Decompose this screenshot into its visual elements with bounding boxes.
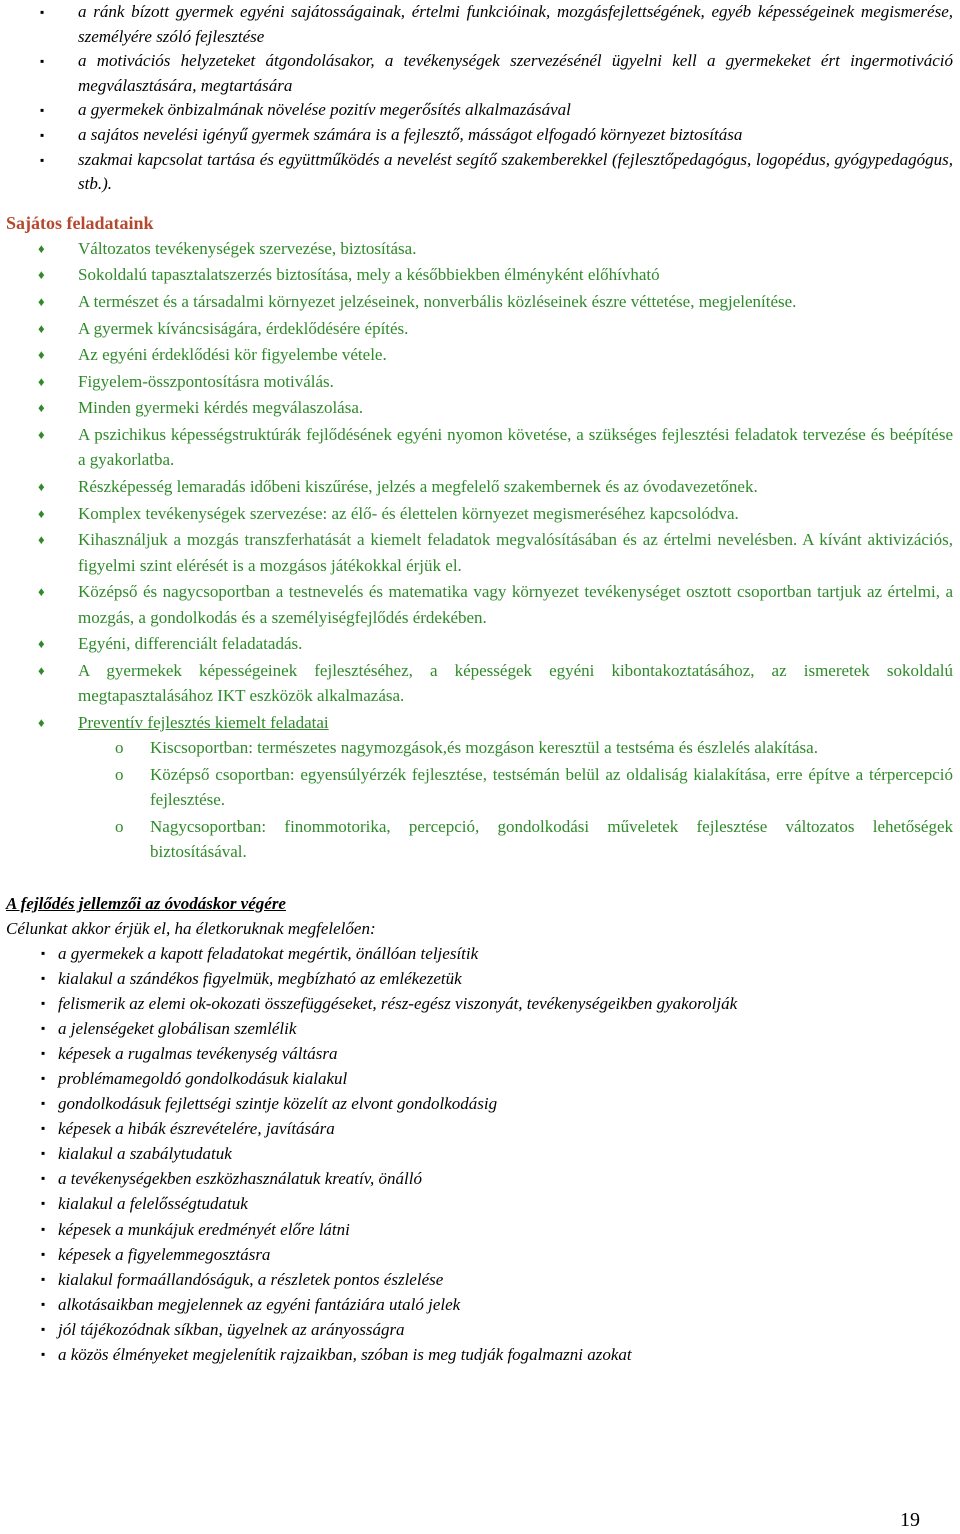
goal-list-item	[40, 49, 953, 98]
task-item-text: A gyermek kíváncsiságára, érdeklődésére építés.	[78, 318, 409, 338]
square-bullet-icon: ▪	[41, 1070, 46, 1085]
square-bullet-icon: ▪	[41, 1146, 46, 1161]
diamond-bullet-icon: ♦	[38, 662, 45, 678]
outcome-item-text: képesek a rugalmas tevékenység váltásra	[58, 1043, 338, 1063]
goal-item-text: szakmai kapcsolat tartása és együttműködés a nevelést segítő szakemberekkel (fejlesztőpedagógus, logopédus, gyógypedagógus, stb.).	[78, 149, 953, 194]
outcome-list-item	[41, 1166, 953, 1191]
task-list-item	[38, 474, 953, 499]
task-list	[0, 236, 960, 865]
task-sub-item	[115, 762, 953, 813]
square-bullet-icon: ▪	[41, 1221, 46, 1236]
square-bullet-icon: ▪	[41, 1096, 46, 1111]
task-item-text: Figyelem-összpontosításra motiválás.	[78, 371, 334, 391]
diamond-bullet-icon: ♦	[38, 347, 45, 363]
task-item-text: Preventív fejlesztés kiemelt feladatai	[78, 712, 329, 732]
outcome-item-text: kialakul formaállandóságuk, a részletek pontos észlelése	[58, 1269, 444, 1289]
outcome-list-item	[41, 966, 953, 991]
square-bullet-icon: ▪	[41, 970, 46, 985]
diamond-bullet-icon: ♦	[38, 293, 45, 309]
task-list-item	[38, 422, 953, 473]
task-sub-item-text: Középső csoportban: egyensúlyérzék fejlesztése, testsémán belül az oldaliság kialakítása, erre építve a térpercepció fejlesztése.	[150, 764, 953, 810]
task-item-text: A gyermekek képességeinek fejlesztéséhez, a képességek egyéni kibontakoztatásához, az ismeretek sokoldalú megtapasztalásához IKT eszközök alkalmazása.	[78, 660, 953, 706]
outcome-item-text: képesek a hibák észrevételére, javítására	[58, 1119, 335, 1139]
task-sub-list	[78, 735, 953, 864]
outcome-item-text: felismerik az elemi ok-okozati összefüggéseket, rész-egész viszonyát, tevékenységeikben gyakorolják	[58, 993, 738, 1013]
task-list-item	[38, 631, 953, 656]
square-bullet-icon: ▪	[41, 1347, 46, 1361]
outcome-item-text: a gyermekek a kapott feladatokat megértik, önállóan teljesítik	[58, 943, 479, 963]
square-bullet-icon: ▪	[40, 54, 45, 69]
outcome-list-item	[41, 991, 953, 1016]
task-list-item	[38, 395, 953, 420]
diamond-bullet-icon: ♦	[38, 505, 45, 521]
outcome-list-item	[41, 1342, 953, 1367]
development-title: A fejlődés jellemzői az óvodáskor végére	[6, 893, 286, 913]
square-bullet-icon: ▪	[40, 152, 45, 167]
square-bullet-icon: ▪	[41, 945, 46, 960]
outcome-list-item	[41, 1242, 953, 1267]
diamond-bullet-icon: ♦	[38, 320, 45, 336]
task-sub-item-text: Nagycsoportban: finommotorika, percepció, gondolkodási műveletek fejlesztése változatos lehetőségek biztosításával.	[150, 816, 953, 862]
goal-list-item	[40, 123, 953, 148]
square-bullet-icon: ▪	[40, 5, 45, 19]
square-bullet-icon: ▪	[41, 995, 46, 1010]
square-bullet-icon: ▪	[41, 1121, 46, 1136]
diamond-bullet-icon: ♦	[38, 426, 45, 442]
diamond-bullet-icon: ♦	[38, 636, 45, 652]
outcome-list-item	[41, 1292, 953, 1317]
task-list-item	[38, 369, 953, 394]
outcome-item-text: a jelenségeket globálisan szemlélik	[58, 1018, 297, 1038]
task-item-text: Kihasználjuk a mozgás transzferhatását a kiemelt feladatok megvalósításában és az értelmi nevelésben. A kívánt aktivizációs, figyelmi szint elérését is a mozgásos játékokkal érjük el.	[78, 530, 953, 575]
outcome-item-text: a közös élményeket megjelenítik rajzaikban, szóban is meg tudják fogalmazni azokat	[58, 1345, 632, 1364]
square-bullet-icon: ▪	[40, 127, 45, 142]
outcome-list-item	[41, 1267, 953, 1292]
outcome-list-item	[41, 1091, 953, 1116]
task-list-item	[38, 658, 953, 709]
task-list-item	[38, 342, 953, 367]
outcome-list	[0, 941, 960, 1368]
square-bullet-icon: ▪	[41, 1321, 46, 1336]
diamond-bullet-icon: ♦	[38, 532, 45, 548]
task-sub-item-text: Kiscsoportban: természetes nagymozgások,és mozgáson keresztül a testséma és észlelés alakítása.	[150, 738, 818, 758]
task-item-text: Egyéni, differenciált feladatadás.	[78, 634, 303, 654]
task-item-text: A pszichikus képességstruktúrák fejlődésének egyéni nyomon követése, a szükséges fejlesztési feladatok tervezése és beépítése a gyakorlatba.	[78, 424, 953, 470]
square-bullet-icon: ▪	[40, 103, 45, 118]
outcome-item-text: képesek a figyelemmegosztásra	[58, 1244, 271, 1264]
goal-item-text: a ránk bízott gyermek egyéni sajátosságainak, értelmi funkcióinak, mozgásfejlettségének, egyéb képességeinek megismerése, személyére szóló fejlesztése	[78, 2, 953, 46]
square-bullet-icon: ▪	[41, 1271, 46, 1286]
square-bullet-icon: ▪	[41, 1246, 46, 1261]
diamond-bullet-icon: ♦	[38, 373, 45, 389]
task-list-item	[38, 501, 953, 526]
task-list-item	[38, 710, 953, 865]
diamond-bullet-icon: ♦	[38, 478, 45, 494]
task-item-text: Minden gyermeki kérdés megválaszolása.	[78, 398, 364, 418]
diamond-bullet-icon: ♦	[38, 267, 45, 283]
task-list-item	[38, 289, 953, 314]
outcome-item-text: a tevékenységekben eszközhasználatuk kreatív, önálló	[58, 1169, 422, 1189]
outcome-item-text: kialakul a szabálytudatuk	[58, 1144, 232, 1164]
task-item-text: Részképesség lemaradás időbeni kiszűrése, jelzés a megfelelő szakembernek és az óvodavezetőnek.	[78, 476, 758, 496]
outcome-list-item	[41, 1317, 953, 1342]
outcome-list-item	[41, 1141, 953, 1166]
diamond-bullet-icon: ♦	[38, 584, 45, 600]
outcome-item-text: képesek a munkájuk eredményét előre látni	[58, 1219, 350, 1239]
outcome-list-item	[41, 1016, 953, 1041]
task-list-item	[38, 527, 953, 578]
outcome-item-text: problémamegoldó gondolkodásuk kialakul	[58, 1068, 348, 1088]
diamond-bullet-icon: ♦	[38, 240, 45, 256]
outcome-item-text: jól tájékozódnak síkban, ügyelnek az arányosságra	[58, 1319, 405, 1339]
outcome-list-item	[41, 1041, 953, 1066]
outcome-item-text: kialakul a szándékos figyelmük, megbízható az emlékezetük	[58, 968, 462, 988]
task-item-text: Komplex tevékenységek szervezése: az élő- és élettelen környezet megismeréséhez kapcsolódva.	[78, 503, 739, 523]
diamond-bullet-icon: ♦	[38, 714, 45, 730]
task-list-item	[38, 236, 953, 261]
diamond-bullet-icon: ♦	[38, 400, 45, 416]
goal-list	[0, 0, 960, 197]
outcome-list-item	[41, 1217, 953, 1242]
outcome-list-item	[41, 1191, 953, 1216]
task-item-text: Középső és nagycsoportban a testnevelés és matematika vagy környezet tevékenységet osztott csoportban tartjuk az értelmi, a mozgás, a gondolkodás és a személyiségfejlődés érdekében.	[78, 582, 953, 627]
task-list-item	[38, 579, 953, 630]
task-item-text: Sokoldalú tapasztalatszerzés biztosítása, mely a későbbiekben élményként előhívható	[78, 265, 660, 285]
goal-item-text: a sajátos nevelési igényű gyermek számára is a fejlesztő, másságot elfogadó környezet biztosítása	[78, 124, 743, 144]
task-sub-item	[115, 814, 953, 865]
outcome-list-item	[41, 1066, 953, 1091]
section-heading: Sajátos feladataink	[6, 212, 154, 233]
task-list-item	[38, 316, 953, 341]
goal-item-text: a gyermekek önbizalmának növelése pozitív megerősítés alkalmazásával	[78, 100, 571, 120]
square-bullet-icon: ▪	[41, 1196, 46, 1211]
outcome-item-text: kialakul a felelősségtudatuk	[58, 1194, 248, 1214]
square-bullet-icon: ▪	[41, 1171, 46, 1186]
task-list-item	[38, 262, 953, 287]
page-number: 19	[900, 1509, 920, 1531]
outcome-item-text: gondolkodásuk fejlettségi szintje közelít az elvont gondolkodásig	[58, 1094, 498, 1114]
circle-bullet-icon: o	[115, 816, 124, 836]
circle-bullet-icon: o	[115, 738, 124, 758]
circle-bullet-icon: o	[115, 764, 124, 784]
goal-item-text: a motivációs helyzeteket átgondolásakor, a tevékenységek szervezésénél ügyelni kell a gyermekeket ért ingermotiváció megválasztására, megtartására	[78, 51, 953, 95]
goal-list-item	[40, 98, 953, 123]
task-item-text: Változatos tevékenységek szervezése, biztosítása.	[78, 238, 417, 258]
task-item-text: A természet és a társadalmi környezet jelzéseinek, nonverbális közléseinek észre véttetése, megjelenítése.	[78, 291, 797, 311]
outcome-list-item	[41, 1116, 953, 1141]
goal-list-item	[40, 0, 953, 49]
goal-list-item	[40, 148, 953, 197]
task-item-text: Az egyéni érdeklődési kör figyelembe vétele.	[78, 345, 387, 365]
square-bullet-icon: ▪	[41, 1296, 46, 1311]
outcome-item-text: alkotásaikban megjelennek az egyéni fantáziára utaló jelek	[58, 1294, 461, 1314]
development-intro: Célunkat akkor érjük el, ha életkoruknak megfelelően:	[6, 918, 376, 938]
outcome-list-item	[41, 941, 953, 966]
square-bullet-icon: ▪	[41, 1045, 46, 1060]
task-sub-item	[115, 735, 953, 760]
square-bullet-icon: ▪	[41, 1020, 46, 1035]
